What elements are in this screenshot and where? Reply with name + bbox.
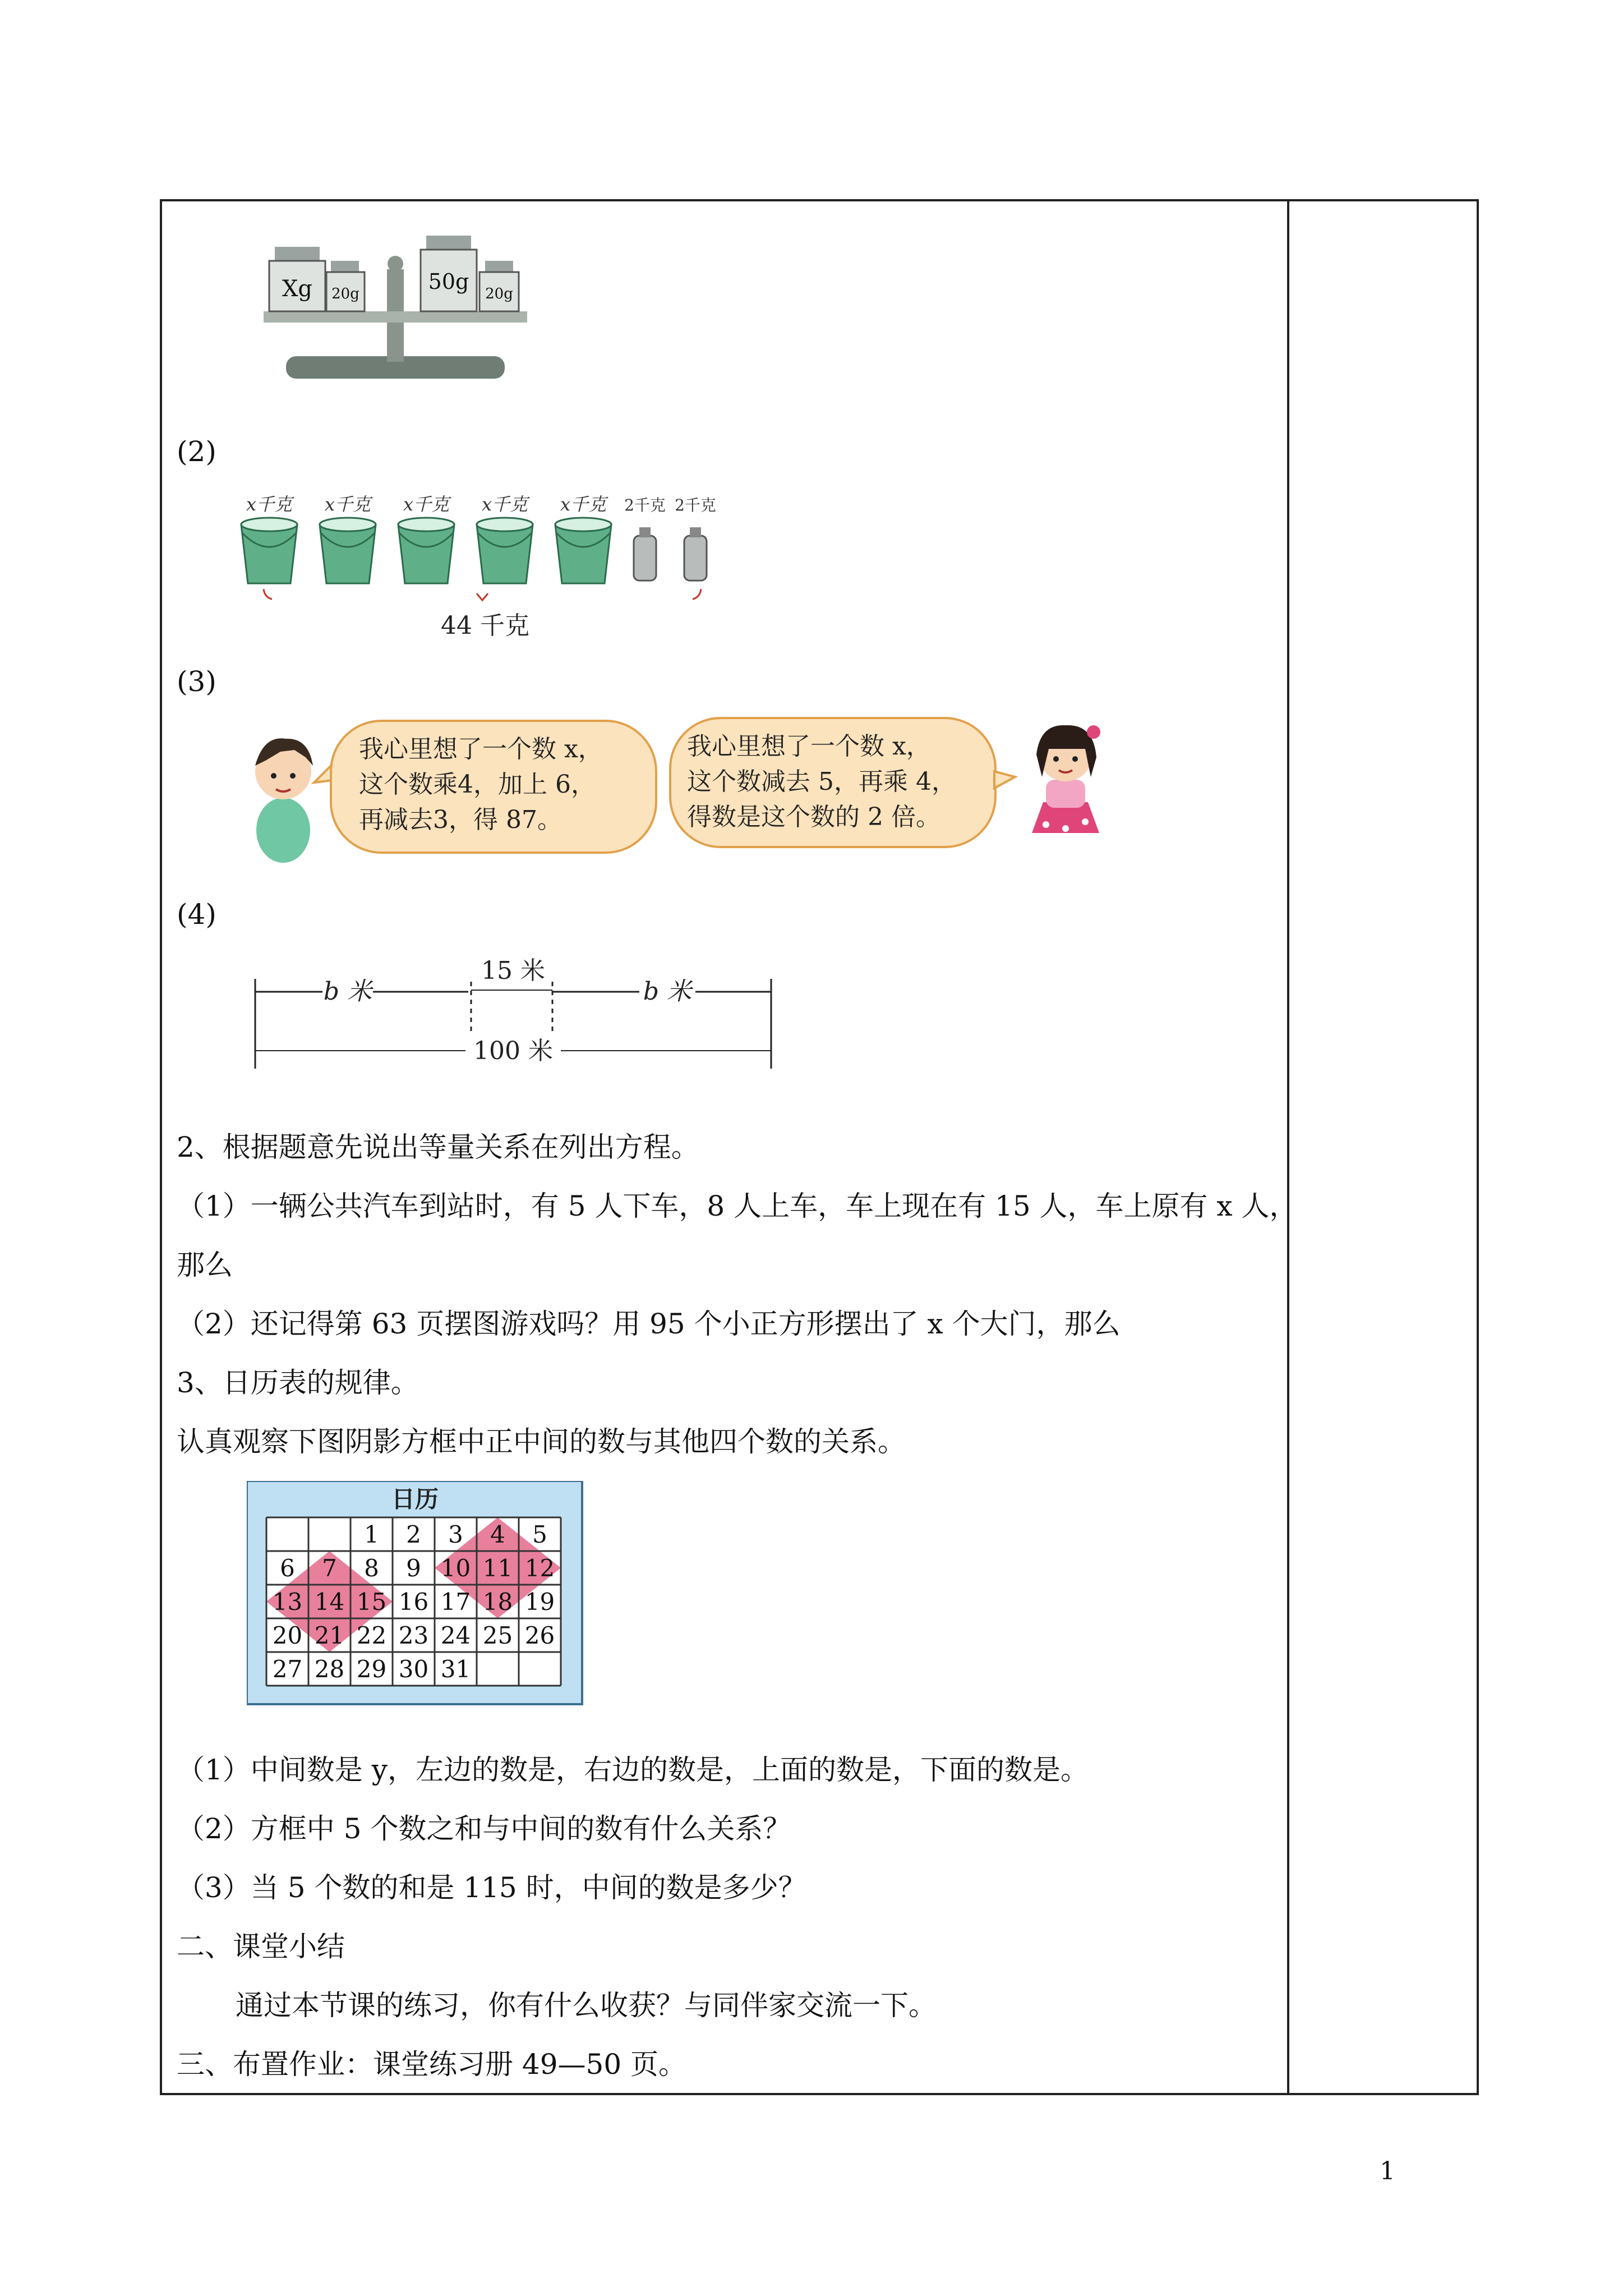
right-weight-20g	[479, 261, 519, 311]
calendar-day: 30	[398, 1655, 429, 1683]
boy-speech-line-1: 我心里想了一个数 x，	[359, 735, 603, 763]
girl-bubble-tail	[994, 771, 1015, 788]
section-3-question-1: （1）中间数是 y，左边的数是，右边的数是，上面的数是，下面的数是。	[177, 1754, 1089, 1786]
left-weight-20g	[326, 261, 365, 311]
calendar-day: 22	[356, 1622, 387, 1649]
boy-illustration	[255, 738, 313, 863]
calendar-day: 1	[364, 1521, 379, 1548]
segment-right-label: b 米	[643, 977, 692, 1006]
segment-total-label: 100 米	[473, 1037, 553, 1065]
section-2-question-1: （1）一辆公共汽车到站时，有 5 人下车，8 人上车，车上现在有 15 人，车上原有 x 人，	[177, 1190, 1298, 1222]
calendar-day: 18	[482, 1588, 513, 1616]
section-3-question-2: （2）方框中 5 个数之和与中间的数有什么关系？	[177, 1812, 791, 1845]
section-3-title: 3、日历表的规律。	[177, 1366, 419, 1399]
section-2-question-1-cont: 那么	[177, 1249, 233, 1281]
svg-text:Xg: Xg	[282, 276, 313, 302]
scale-knob	[388, 256, 403, 272]
calendar-day: 15	[356, 1588, 387, 1616]
calendar-day: 31	[440, 1655, 471, 1683]
table-column-divider	[1287, 199, 1289, 2095]
balance-scale-figure	[264, 230, 533, 387]
calendar-day: 6	[280, 1554, 295, 1582]
bucket-5	[555, 518, 611, 583]
section-3-question-3: （3）当 5 个数的和是 115 时，中间的数是多少？	[177, 1871, 806, 1904]
calendar-day: 16	[398, 1588, 429, 1616]
calendar-day: 19	[524, 1588, 555, 1616]
section-3-intro: 认真观察下图阴影方框中正中间的数与其他四个数的关系。	[177, 1425, 906, 1458]
calendar-day: 9	[406, 1554, 421, 1582]
calendar-day: 11	[482, 1554, 513, 1582]
calendar-day: 14	[314, 1588, 345, 1616]
bucket-label: x千克	[324, 494, 371, 515]
girl-speech-line-1: 我心里想了一个数 x，	[687, 732, 931, 761]
brace-left	[264, 589, 272, 599]
bucket-label: x千克	[481, 494, 528, 515]
bucket-3	[398, 518, 454, 583]
svg-text:20g: 20g	[331, 286, 359, 302]
bottle-label: 2千克	[675, 496, 716, 514]
bottle-label: 2千克	[624, 496, 666, 514]
girl-speech-line-3: 得数是这个数的 2 倍。	[687, 803, 940, 831]
calendar-day: 29	[356, 1655, 387, 1683]
svg-text:20g: 20g	[485, 286, 513, 302]
left-weight-x	[269, 247, 325, 311]
bucket-label: x千克	[246, 494, 293, 515]
calendar-day: 8	[364, 1554, 379, 1582]
bucket-label: x千克	[403, 494, 450, 515]
calendar-day: 25	[482, 1622, 513, 1649]
homework-line: 三、布置作业：课堂练习册 49—50 页。	[177, 2048, 687, 2081]
bucket-label: x千克	[560, 494, 607, 515]
calendar-day: 27	[272, 1655, 303, 1683]
buckets-total: 44 千克	[441, 611, 529, 640]
girl-illustration	[1032, 725, 1100, 833]
calendar-day: 10	[440, 1554, 471, 1582]
calendar-day: 28	[314, 1655, 345, 1683]
brace-center	[477, 593, 488, 600]
calendar-day: 2	[406, 1521, 421, 1548]
boy-speech-line-3: 再减去3，得 87。	[359, 806, 562, 834]
bucket-2	[320, 518, 376, 583]
section-2-question-2: （2）还记得第 63 页摆图游戏吗？用 95 个小正方形摆出了 x 个大门，那么	[177, 1308, 1121, 1340]
boy-speech-line-2: 这个数乘4，加上 6，	[359, 770, 596, 799]
svg-text:50g: 50g	[428, 269, 469, 294]
calendar-day: 4	[490, 1521, 505, 1548]
bucket-4	[477, 518, 533, 583]
calendar-day: 20	[272, 1622, 303, 1649]
calendar-day: 23	[398, 1622, 429, 1649]
summary-body: 通过本节课的练习，你有什么收获？与同伴家交流一下。	[236, 1989, 937, 2022]
segment-left-label: b 米	[323, 977, 372, 1006]
calendar-day: 12	[524, 1554, 555, 1582]
calendar-title: 日历	[391, 1485, 439, 1513]
calendar-day: 3	[448, 1521, 463, 1548]
segment-diagram	[247, 948, 796, 1077]
calendar-day: 26	[524, 1622, 555, 1649]
brace-right	[693, 589, 701, 599]
calendar-day: 24	[440, 1622, 471, 1649]
buckets-figure	[230, 488, 746, 651]
bottle-1	[634, 527, 656, 581]
label-part-3: (3)	[177, 665, 216, 698]
calendar-day: 5	[532, 1521, 547, 1548]
calendar-day: 17	[440, 1588, 471, 1616]
bucket-1	[241, 518, 297, 583]
page-number: 1	[1380, 2157, 1395, 2185]
summary-title: 二、课堂小结	[177, 1930, 345, 1963]
bottle-2	[684, 527, 707, 581]
right-weight-50g	[421, 236, 477, 311]
calendar-figure	[247, 1481, 583, 1705]
segment-middle-label: 15 米	[481, 956, 545, 985]
calendar-day: 13	[272, 1588, 303, 1616]
calendar-day: 21	[314, 1622, 345, 1649]
label-part-4: (4)	[177, 898, 216, 931]
scale-beam	[264, 311, 527, 323]
girl-speech-line-2: 这个数减去 5，再乘 4，	[687, 767, 956, 796]
calendar-day: 7	[322, 1554, 337, 1582]
speech-figure	[247, 710, 1110, 878]
section-2-title: 2、根据题意先说出等量关系在列出方程。	[177, 1131, 699, 1163]
label-part-2: (2)	[177, 435, 216, 468]
